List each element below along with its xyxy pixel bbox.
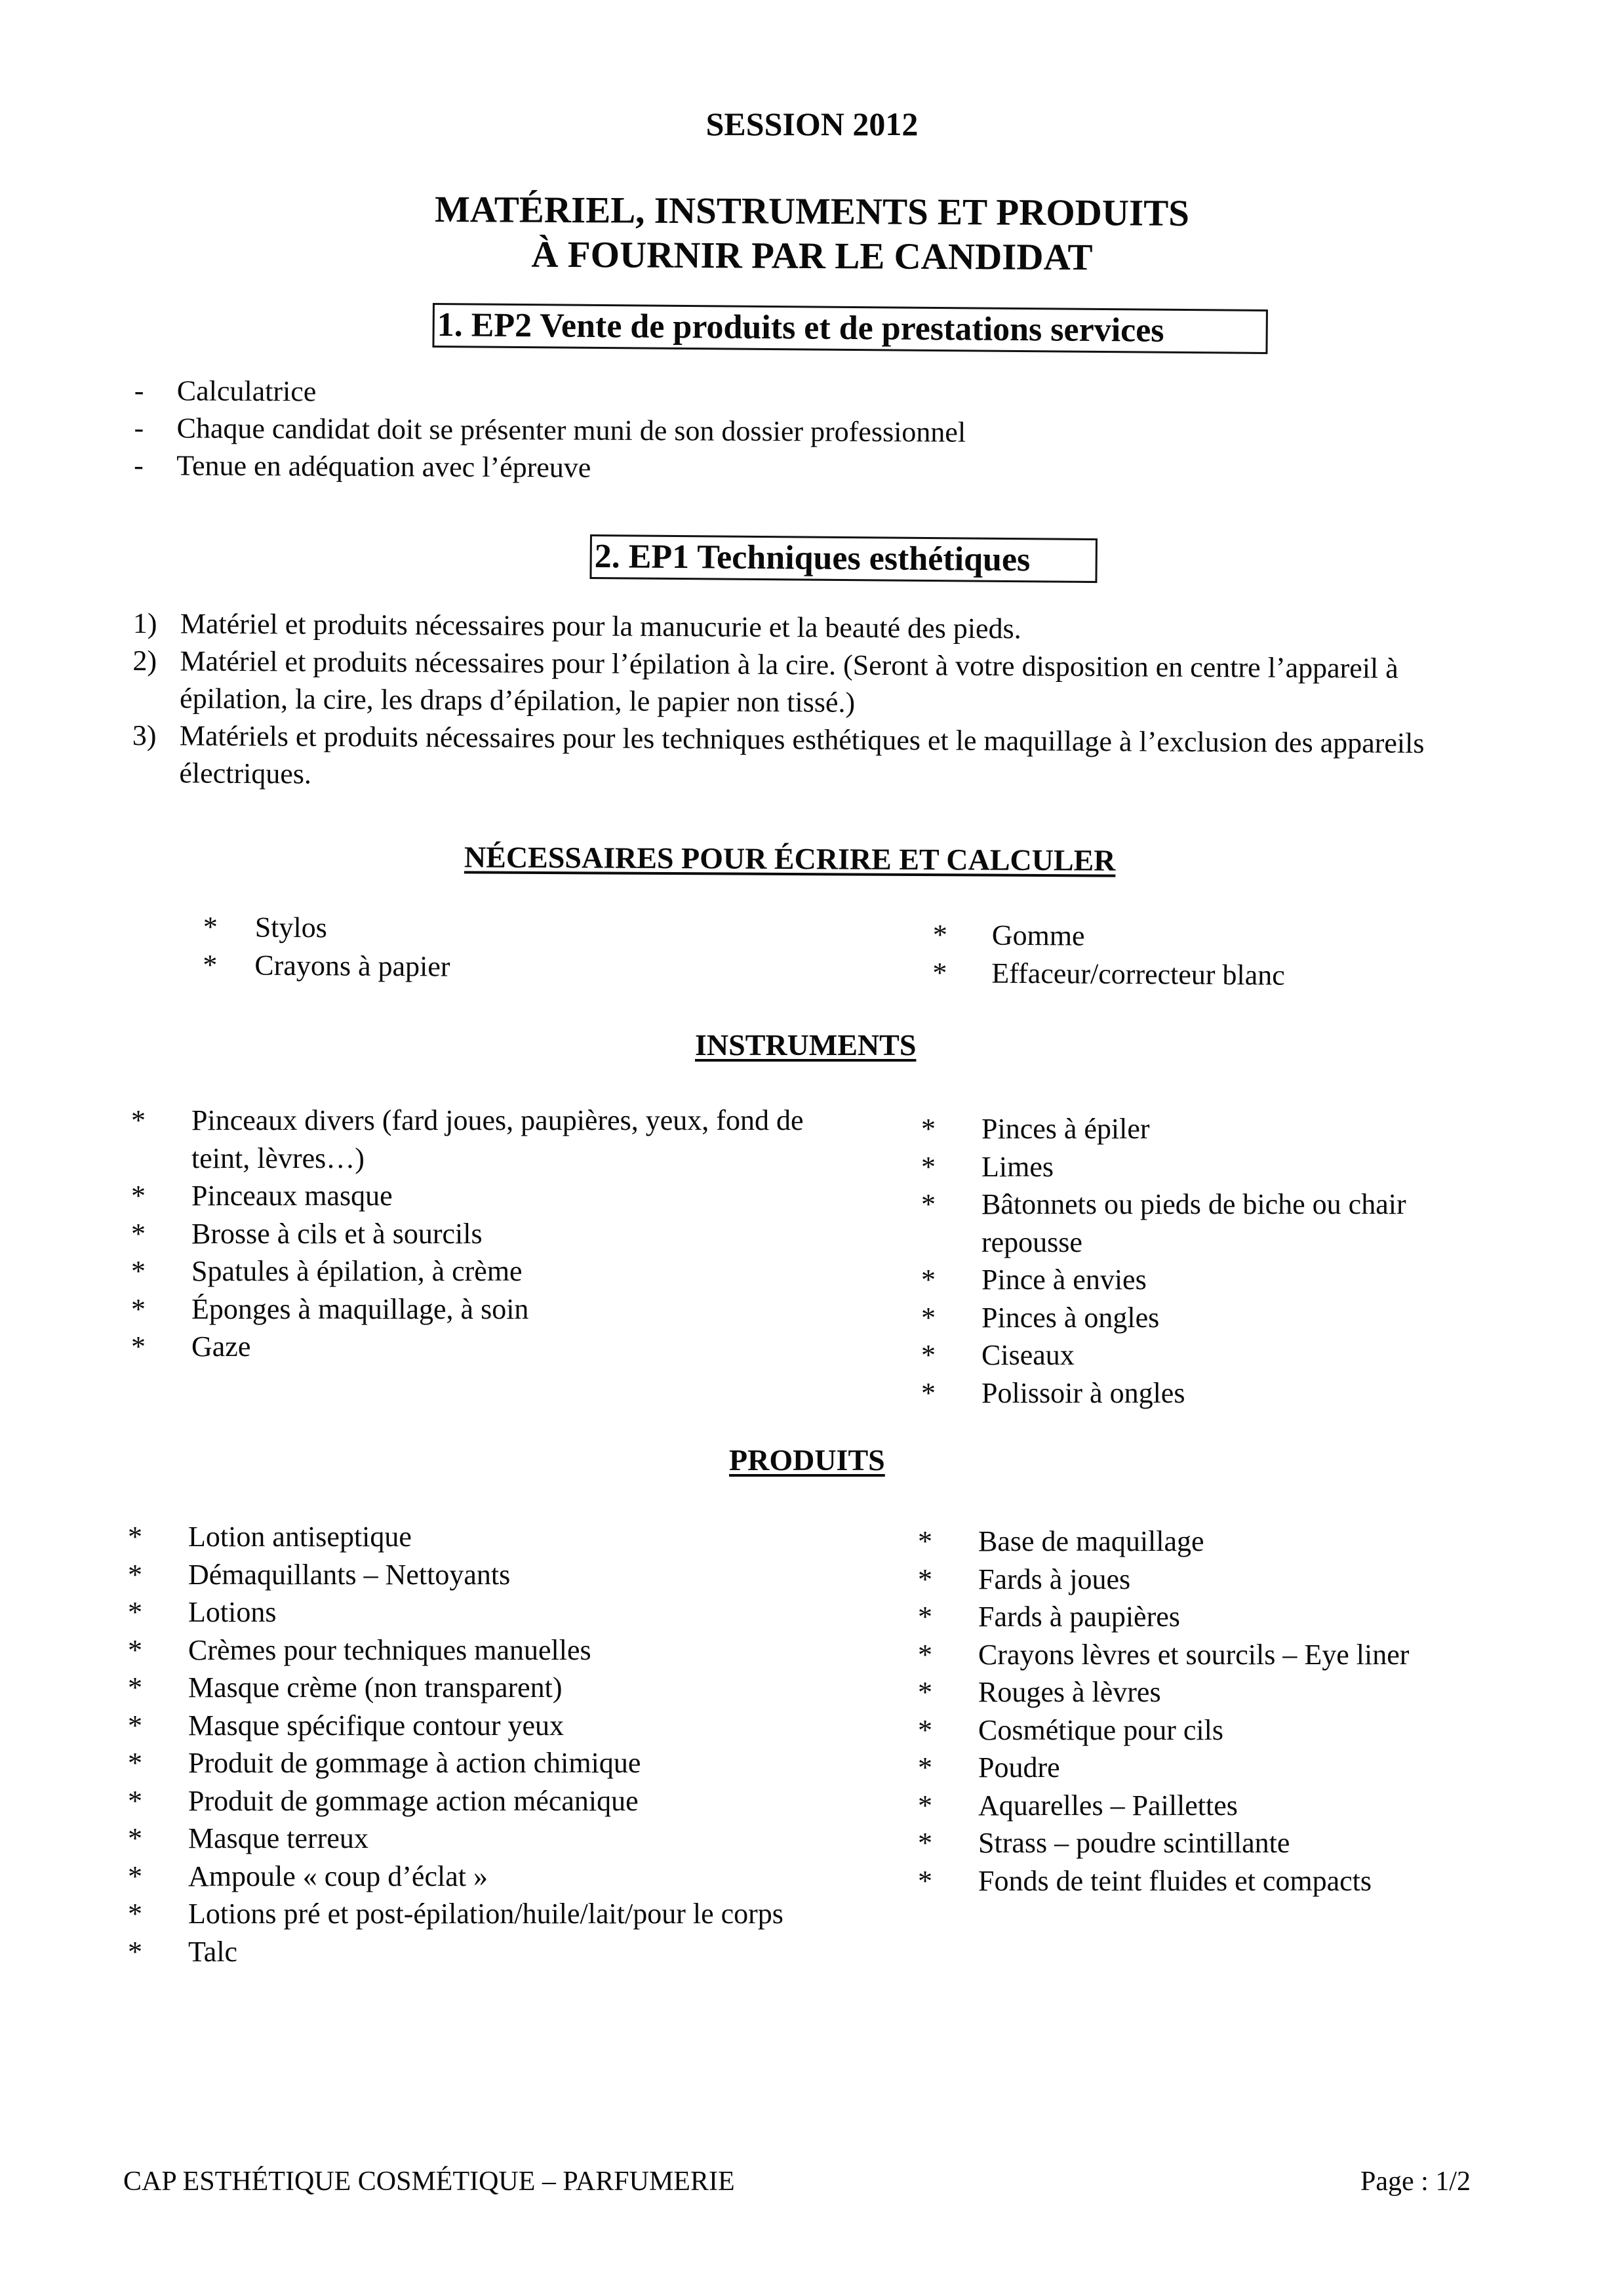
list-item: [921, 1299, 1511, 1337]
page-number: Page : 1/2: [1360, 2166, 1471, 2197]
list-item-text: Crèmes pour techniques manuelles: [188, 1633, 591, 1666]
asterisk-bullet: *: [918, 1713, 932, 1746]
list-item-text: Masque spécifique contour yeux: [188, 1709, 564, 1742]
list-item: [918, 1787, 1508, 1825]
asterisk-bullet: *: [128, 1671, 142, 1704]
list-item-text: Spatules à épilation, à crème: [191, 1255, 523, 1287]
list-item-text: Lotion antiseptique: [188, 1521, 412, 1553]
asterisk-bullet: *: [918, 1676, 932, 1708]
footer-course-name: CAP ESTHÉTIQUE COSMÉTIQUE – PARFUMERIE: [123, 2166, 735, 2197]
instruments-list-right: [921, 1110, 1511, 1412]
list-item: [131, 1328, 820, 1366]
list-item: [918, 1523, 1508, 1561]
list-item: [932, 953, 1391, 994]
list-item: [134, 372, 966, 414]
list-item-text: Fonds de teint fluides et compacts: [978, 1864, 1372, 1897]
list-item-text: Bâtonnets ou pieds de biche ou chair repousse: [981, 1188, 1406, 1258]
list-item-text: Pinceaux divers (fard joues, paupières, yeux, fond de teint, lèvres…): [191, 1104, 804, 1174]
asterisk-bullet: *: [131, 1180, 146, 1212]
list-item-text: Poudre: [978, 1751, 1060, 1784]
asterisk-bullet: *: [203, 910, 218, 944]
asterisk-bullet: *: [921, 1150, 936, 1183]
asterisk-bullet: *: [128, 1521, 142, 1553]
list-item-text: Aquarelles – Paillettes: [978, 1789, 1238, 1822]
list-item-text: Brosse à cils et à sourcils: [191, 1217, 483, 1250]
list-item-text: Pinces à ongles: [981, 1301, 1160, 1334]
asterisk-bullet: *: [918, 1864, 932, 1897]
document-title-line1: MATÉRIEL, INSTRUMENTS ET PRODUITS: [434, 188, 1190, 235]
list-item-text: Pinces à épiler: [981, 1113, 1150, 1145]
list-item: [128, 1858, 849, 1896]
list-item: [933, 916, 1392, 957]
dash-bullet: -: [134, 411, 144, 445]
list-item: [918, 1598, 1508, 1636]
list-item-text: Matériels et produits nécessaires pour les techniques esthétiques et le maquillage à l’exclusion des appareils électriques.: [179, 719, 1425, 790]
asterisk-bullet: *: [921, 1264, 936, 1296]
list-item-text: Produit de gommage à action chimique: [188, 1747, 641, 1779]
asterisk-bullet: *: [128, 1558, 142, 1591]
asterisk-bullet: *: [128, 1633, 142, 1666]
list-item: [134, 447, 966, 489]
asterisk-bullet: *: [131, 1255, 146, 1287]
section2-list: [132, 605, 1497, 800]
list-item: [918, 1673, 1508, 1711]
asterisk-bullet: *: [128, 1596, 142, 1628]
asterisk-bullet: *: [128, 1709, 142, 1742]
list-item-text: Effaceur/correcteur blanc: [991, 957, 1285, 991]
list-item: [131, 1252, 820, 1290]
asterisk-bullet: *: [932, 918, 947, 951]
item-number: 1): [132, 607, 157, 640]
list-item: [203, 946, 662, 986]
list-item-text: Fards à joues: [978, 1563, 1131, 1595]
list-item: [131, 1215, 820, 1253]
produits-heading: PRODUITS: [729, 1443, 885, 1477]
asterisk-bullet: *: [921, 1188, 936, 1220]
instruments-heading: INSTRUMENTS: [695, 1028, 917, 1062]
list-item-text: Limes: [981, 1150, 1054, 1183]
list-item-text: Matériel et produits nécessaires pour l’épilation à la cire. (Seront à votre disposition en centre l’appareil à épilation, la cire, les draps d’épilation, le papier non tissé.): [179, 645, 1398, 719]
list-item-text: Masque terreux: [188, 1822, 368, 1854]
asterisk-bullet: *: [131, 1292, 146, 1325]
list-item: [128, 1707, 849, 1745]
asterisk-bullet: *: [128, 1822, 142, 1854]
asterisk-bullet: *: [131, 1330, 146, 1363]
list-item-text: Lotions: [188, 1596, 277, 1628]
list-item-text: Masque crème (non transparent): [188, 1671, 563, 1704]
asterisk-bullet: *: [918, 1751, 932, 1784]
list-item: [918, 1561, 1508, 1599]
list-item: [128, 1895, 849, 1933]
list-item-text: Talc: [188, 1935, 238, 1968]
list-item-text: Pince à envies: [981, 1264, 1147, 1296]
list-item-text: Rouges à lèvres: [978, 1676, 1161, 1708]
asterisk-bullet: *: [128, 1935, 142, 1968]
dash-bullet: -: [134, 374, 144, 407]
list-item: [921, 1374, 1511, 1412]
session-title: SESSION 2012: [705, 106, 919, 142]
list-item: [918, 1636, 1508, 1674]
list-item-text: Produit de gommage action mécanique: [188, 1784, 639, 1817]
list-item: [131, 1290, 820, 1328]
list-item: [134, 409, 966, 451]
asterisk-bullet: *: [918, 1525, 932, 1557]
asterisk-bullet: *: [918, 1789, 932, 1822]
item-number: 3): [132, 719, 157, 752]
list-item-text: Ampoule « coup d’éclat »: [188, 1860, 488, 1892]
list-item-text: Crayons lèvres et sourcils – Eye liner: [978, 1638, 1410, 1671]
list-item: [918, 1749, 1508, 1787]
asterisk-bullet: *: [918, 1563, 932, 1595]
list-item: [132, 717, 1496, 800]
list-item: [128, 1556, 849, 1594]
list-item-text: Cosmétique pour cils: [978, 1713, 1223, 1746]
list-item-text: Base de maquillage: [978, 1525, 1204, 1557]
produits-list-right: [918, 1523, 1508, 1900]
list-item-text: Calculatrice: [176, 374, 317, 408]
document-title-line2: À FOURNIR PAR LE CANDIDAT: [531, 233, 1093, 279]
list-item-text: Fards à paupières: [978, 1601, 1180, 1633]
list-item: [921, 1148, 1511, 1186]
ecrire-heading: NÉCESSAIRES POUR ÉCRIRE ET CALCULER: [464, 840, 1116, 877]
list-item-text: Stylos: [254, 911, 328, 944]
list-item: [921, 1261, 1511, 1299]
list-item-text: Éponges à maquillage, à soin: [191, 1292, 529, 1325]
list-item-text: Gomme: [991, 919, 1085, 952]
list-item-text: Tenue en adéquation avec l’épreuve: [176, 449, 591, 484]
asterisk-bullet: *: [921, 1339, 936, 1371]
instruments-list-left: [131, 1102, 820, 1366]
list-item: [203, 908, 662, 949]
asterisk-bullet: *: [918, 1601, 932, 1633]
list-item: [131, 1102, 820, 1177]
list-item: [128, 1782, 849, 1820]
asterisk-bullet: *: [918, 1638, 932, 1671]
list-item: [128, 1518, 849, 1556]
asterisk-bullet: *: [203, 948, 218, 981]
list-item: [921, 1186, 1511, 1261]
list-item-text: Pinceaux masque: [191, 1180, 393, 1212]
list-item: [128, 1933, 849, 1971]
list-item-text: Chaque candidat doit se présenter muni de son dossier professionnel: [176, 412, 966, 449]
list-item-text: Démaquillants – Nettoyants: [188, 1558, 511, 1591]
list-item: [918, 1711, 1508, 1749]
asterisk-bullet: *: [128, 1898, 142, 1930]
asterisk-bullet: *: [131, 1104, 146, 1136]
asterisk-bullet: *: [921, 1376, 936, 1409]
list-item: [128, 1669, 849, 1707]
asterisk-bullet: *: [932, 956, 947, 989]
section2-heading: 2. EP1 Techniques esthétiques: [589, 534, 1098, 583]
list-item-text: Matériel et produits nécessaires pour la manucurie et la beauté des pieds.: [180, 607, 1021, 645]
asterisk-bullet: *: [921, 1301, 936, 1334]
list-item: [921, 1336, 1511, 1374]
asterisk-bullet: *: [921, 1113, 936, 1145]
list-item: [128, 1593, 849, 1631]
item-number: 2): [132, 644, 157, 677]
list-item-text: Lotions pré et post-épilation/huile/lait/pour le corps: [188, 1898, 783, 1930]
produits-list-left: [128, 1518, 849, 1970]
list-item-text: Strass – poudre scintillante: [978, 1827, 1290, 1859]
list-item-text: Crayons à papier: [254, 949, 450, 983]
list-item: [132, 642, 1497, 725]
list-item: [128, 1820, 849, 1858]
list-item: [921, 1110, 1511, 1148]
list-item-text: Gaze: [191, 1330, 251, 1363]
ecrire-list-right: [932, 916, 1392, 995]
asterisk-bullet: *: [128, 1784, 142, 1817]
section1-heading: 1. EP2 Vente de produits et de prestations services: [432, 303, 1267, 354]
asterisk-bullet: *: [128, 1747, 142, 1779]
list-item: [131, 1177, 820, 1215]
asterisk-bullet: *: [131, 1217, 146, 1250]
list-item-text: Ciseaux: [981, 1339, 1075, 1371]
list-item: [918, 1824, 1508, 1862]
asterisk-bullet: *: [128, 1860, 142, 1892]
dash-bullet: -: [134, 449, 144, 482]
ecrire-list-left: [203, 908, 662, 987]
asterisk-bullet: *: [918, 1827, 932, 1859]
list-item: [128, 1744, 849, 1782]
section1-list: [134, 372, 966, 489]
list-item: [128, 1631, 849, 1669]
list-item: [918, 1862, 1508, 1900]
list-item-text: Polissoir à ongles: [981, 1376, 1185, 1409]
